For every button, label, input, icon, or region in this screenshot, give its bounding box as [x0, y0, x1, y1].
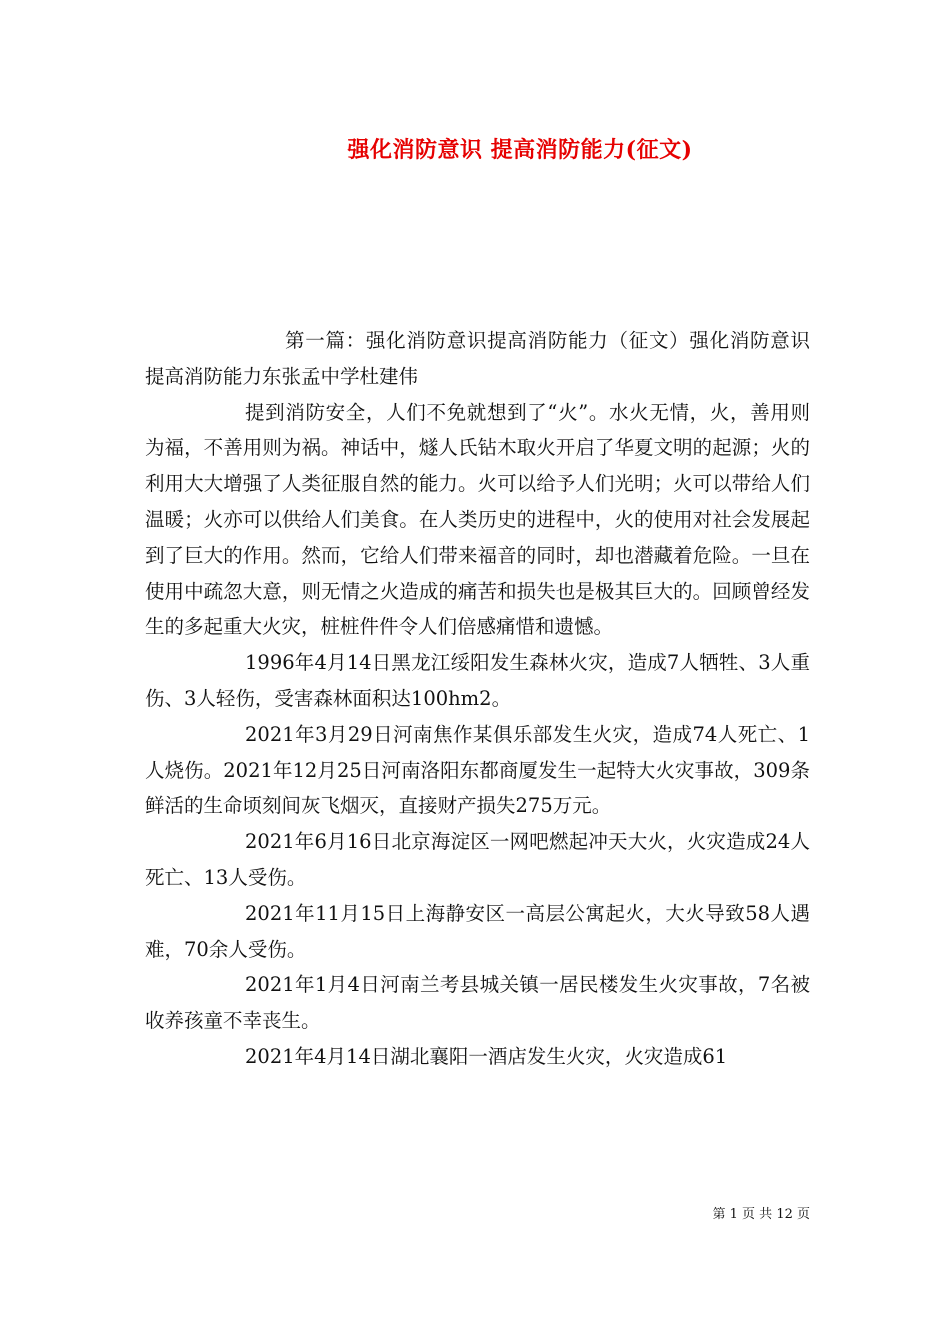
paragraph-lankao: 2021年1月4日河南兰考县城关镇一居民楼发生火灾事故，7名被收养孩童不幸丧生。: [145, 973, 810, 1033]
document-title: 强化消防意识 提高消防能力(征文): [347, 137, 693, 163]
paragraph-1996-heilongjiang: 1996年4月14日黑龙江绥阳发生森林火灾，造成7人牺牲、3人重伤、3人轻伤，受害森林面积达100hm2。: [145, 651, 810, 710]
paragraph-shanghai-apartment: 2021年11月15日上海静安区一高层公寓起火，大火导致58人遇难，70余人受伤。: [145, 901, 810, 961]
paragraph-beijing-netcafe: 2021年6月16日北京海淀区一网吧燃起冲天大火，火灾造成24人死亡、13人受伤。: [145, 830, 810, 889]
document-body: [145, 323, 810, 1075]
paragraph-intro: 第一篇：强化消防意识提高消防能力（征文）强化消防意识提高消防能力东张孟中学杜建伟: [145, 329, 810, 388]
paragraph-fire-history: 提到消防安全，人们不免就想到了“火”。水火无情，火，善用则为福，不善用则为祸。神话中，燧人氏钻木取火开启了华夏文明的起源；火的利用大大增强了人类征服自然的能力。火可以给予人们光明；火可以带给人们温暖；火亦可以供给人们美食。在人类历史的进程中，火的使用对社会发展起到了巨大的作用。然而，它给人们带来福音的同时，却也潜藏着危险。一旦在使用中疏忽大意，则无情之火造成的痛苦和损失也是极其巨大的。回顾曾经发生的多起重大火灾，桩桩件件令人们倍感痛惜和遗憾。: [145, 400, 810, 639]
paragraph-xiangyang: 2021年4月14日湖北襄阳一酒店发生火灾，火灾造成61: [245, 1044, 728, 1068]
page-number-footer: 第 1 页 共 12 页: [712, 1207, 810, 1222]
paragraph-henan-fires: 2021年3月29日河南焦作某俱乐部发生火灾，造成74人死亡、1人烧伤。2021年12月25日河南洛阳东都商厦发生一起特大火灾事故，309条鲜活的生命顷刻间灰飞烟灭，直接财产损失275万元。: [145, 722, 810, 818]
